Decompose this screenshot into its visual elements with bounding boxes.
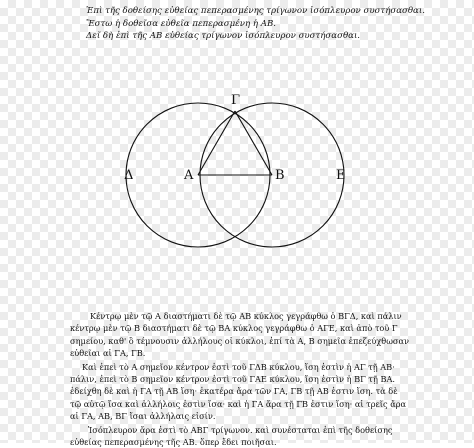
label-alpha: Α (184, 168, 194, 183)
proof-paragraph-conclusion: Ἰσόπλευρον ἄρα ἐστὶ τὸ ΑΒΓ τρίγωνον. καὶ συνέσταται ἐπὶ τῆς δοθείσης εὐθείας πεπερασμένης τῆς ΑΒ. ὅπερ ἔδει ποιῆσαι. (70, 424, 393, 448)
label-delta: Δ (124, 168, 134, 183)
intro-line-2: Ἔστω ἡ δοθεῖσα εὐθεῖα πεπερασμένη ἡ ΑΒ. (86, 18, 277, 29)
proof-text (70, 310, 410, 448)
segment-GA (198, 111, 235, 175)
label-epsilon: Ε (336, 168, 346, 183)
proof-paragraph-argument: Καὶ ἐπεὶ τὸ Α σημεῖον κέντρον ἐστὶ τοῦ ΓΔΒ κύκλου, ἴση ἐστὶν ἡ ΑΓ τῇ ΑΒ· πάλιν, ἐπεὶ τὸ Β σημεῖον κέντρον ἐστὶ τοῦ ΓΑΕ κύκλου, ἴση ἐστὶν ἡ ΒΓ τῇ ΒΑ. ἐδείχθη δὲ καὶ ἡ ΓΑ τῇ ΑΒ ἴση· ἑκατέρα ἄρα τῶν ΓΑ, ΓΒ τῇ ΑΒ ἐστιν ἴση. τὰ δὲ τῷ αὐτῷ ἴσα καὶ ἀλλήλοις ἐστὶν ἴσα· καὶ ἡ ΓΑ ἄρα τῇ ΓΒ ἐστιν ἴση· αἱ τρεῖς ἄρα αἱ ΓΑ, ΑΒ, ΒΓ ἴσαι ἀλλήλαις εἰσίν. (70, 361, 407, 422)
segment-GB (235, 111, 272, 175)
label-gamma: Γ (231, 93, 241, 108)
proof-paragraph-construction: Κέντρῳ μὲν τῷ Α διαστήματι δὲ τῷ ΑΒ κύκλος γεγράφθω ὁ ΒΓΔ, καὶ πάλιν κέντρῳ μὲν τῷ Β διαστήματι δὲ τῷ ΒΑ κύκλος γεγράφθω ὁ ΑΓΕ, καὶ ἀπὸ τοῦ Γ σημείου, καθ' ὃ τέμνουσιν ἀλλήλους οἱ κύκλοι, ἐπί τὰ Α, Β σημεῖα ἐπεζεύχθωσαν εὐθεῖαι αἱ ΓΑ, ΓΒ. (70, 311, 409, 359)
intro-line-3: Δεῖ δὴ ἐπὶ τῆς ΑΒ εὐθείας τρίγωνον ἰσόπλευρον συστήσασθαι. (86, 31, 361, 41)
intro-line-1: Ἐπὶ τῆς δοθείσης εὐθείας πεπερασμένης τρίγωνον ἰσόπλευρον συστήσασθαι. (86, 6, 425, 16)
label-beta: Β (275, 168, 285, 183)
